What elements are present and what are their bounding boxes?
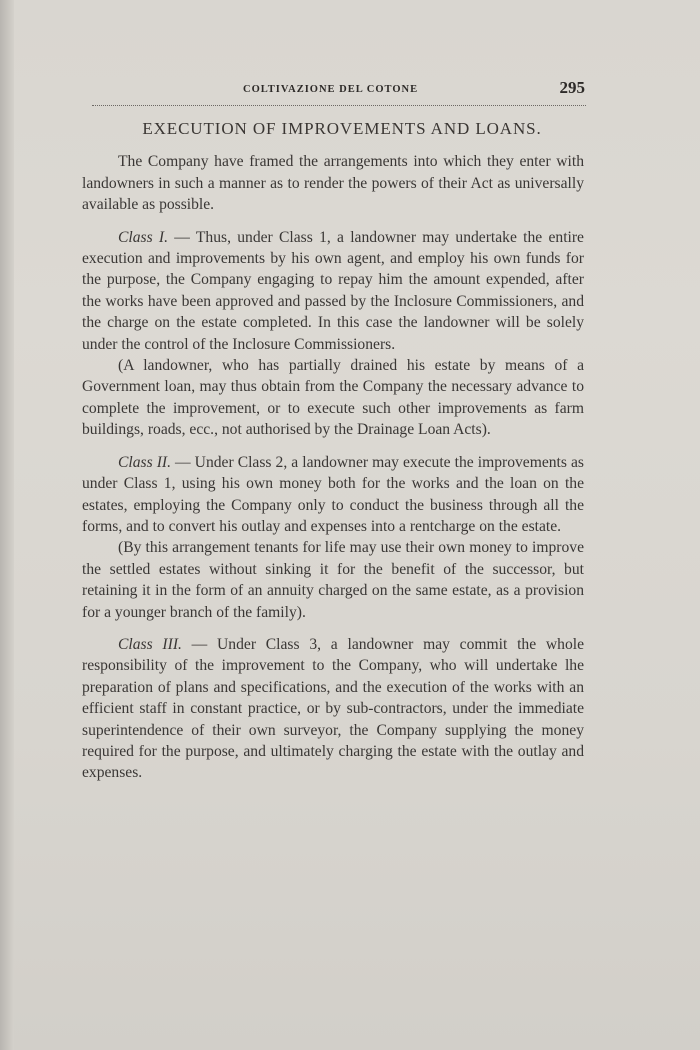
paragraph-text: (By this arrangement tenants for life may use their own money to improve the settled estates without sinking it for the benefit of the successor, but retaining it in the form of an annuity charged on the same estate, as a provision for a younger branch of the family). bbox=[82, 539, 584, 621]
paragraph-class-2 bbox=[82, 452, 584, 538]
paragraph-text: (A landowner, who has partially drained his estate by means of a Government loan, may thus obtain from the Company the necessary advance to complete the improvement, or to execute such other improvements as farm buildings, roads, ecc., not authorised by the Drainage Loan Acts). bbox=[82, 357, 584, 439]
running-title: COLTIVAZIONE DEL COTONE bbox=[243, 84, 419, 95]
page-shadow-edge bbox=[0, 0, 14, 1050]
paragraph-class-2-note bbox=[82, 537, 584, 623]
section-title: EXECUTION OF IMPROVEMENTS AND LOANS. bbox=[142, 119, 542, 138]
header-rule bbox=[92, 105, 586, 106]
class-label: Class I. bbox=[118, 228, 169, 246]
paragraph-class-1 bbox=[82, 227, 584, 355]
paragraph-intro bbox=[82, 151, 584, 215]
class-label: Class II. bbox=[118, 453, 171, 471]
page-number: 295 bbox=[559, 78, 585, 97]
class-label: Class III. bbox=[118, 635, 182, 653]
paragraph-class-1-note bbox=[82, 355, 584, 441]
page-content bbox=[82, 118, 584, 795]
paragraph-text: — Under Class 2, a landowner may execute the improvements as under Class 1, using his own money both for the works and the loan on the estates, employing the Company only to conduct the business through all the forms, and to convert his outlay and expenses into a rentcharge on the estate. bbox=[82, 453, 584, 535]
paragraph-text: — Thus, under Class 1, a landowner may undertake the entire execution and improvements by his own agent, and employ his own funds for the purpose, the Company engaging to repay him the amount expended, after the works have been approved and passed by the Inclosure Commissioners, and the charge on the estate completed. In this case the landowner will be solely under the control of the Inclosure Commissioners. bbox=[82, 228, 584, 353]
paragraph-class-3 bbox=[82, 634, 584, 784]
paragraph-text: The Company have framed the arrangements into which they enter with landowners in such a manner as to render the powers of their Act as universally available as possible. bbox=[82, 153, 584, 214]
paragraph-text: — Under Class 3, a landowner may commit the whole responsibility of the improvement to the Company, who will undertake lhe preparation of plans and specifications, and the execution of the works with an efficient staff in constant practice, or by sub-contractors, under the immediate superintendence of their own surveyor, the Company supplying the money required for the purpose, and ultimately charging the estate with the outlay and expenses. bbox=[82, 635, 585, 782]
running-head bbox=[105, 76, 585, 106]
